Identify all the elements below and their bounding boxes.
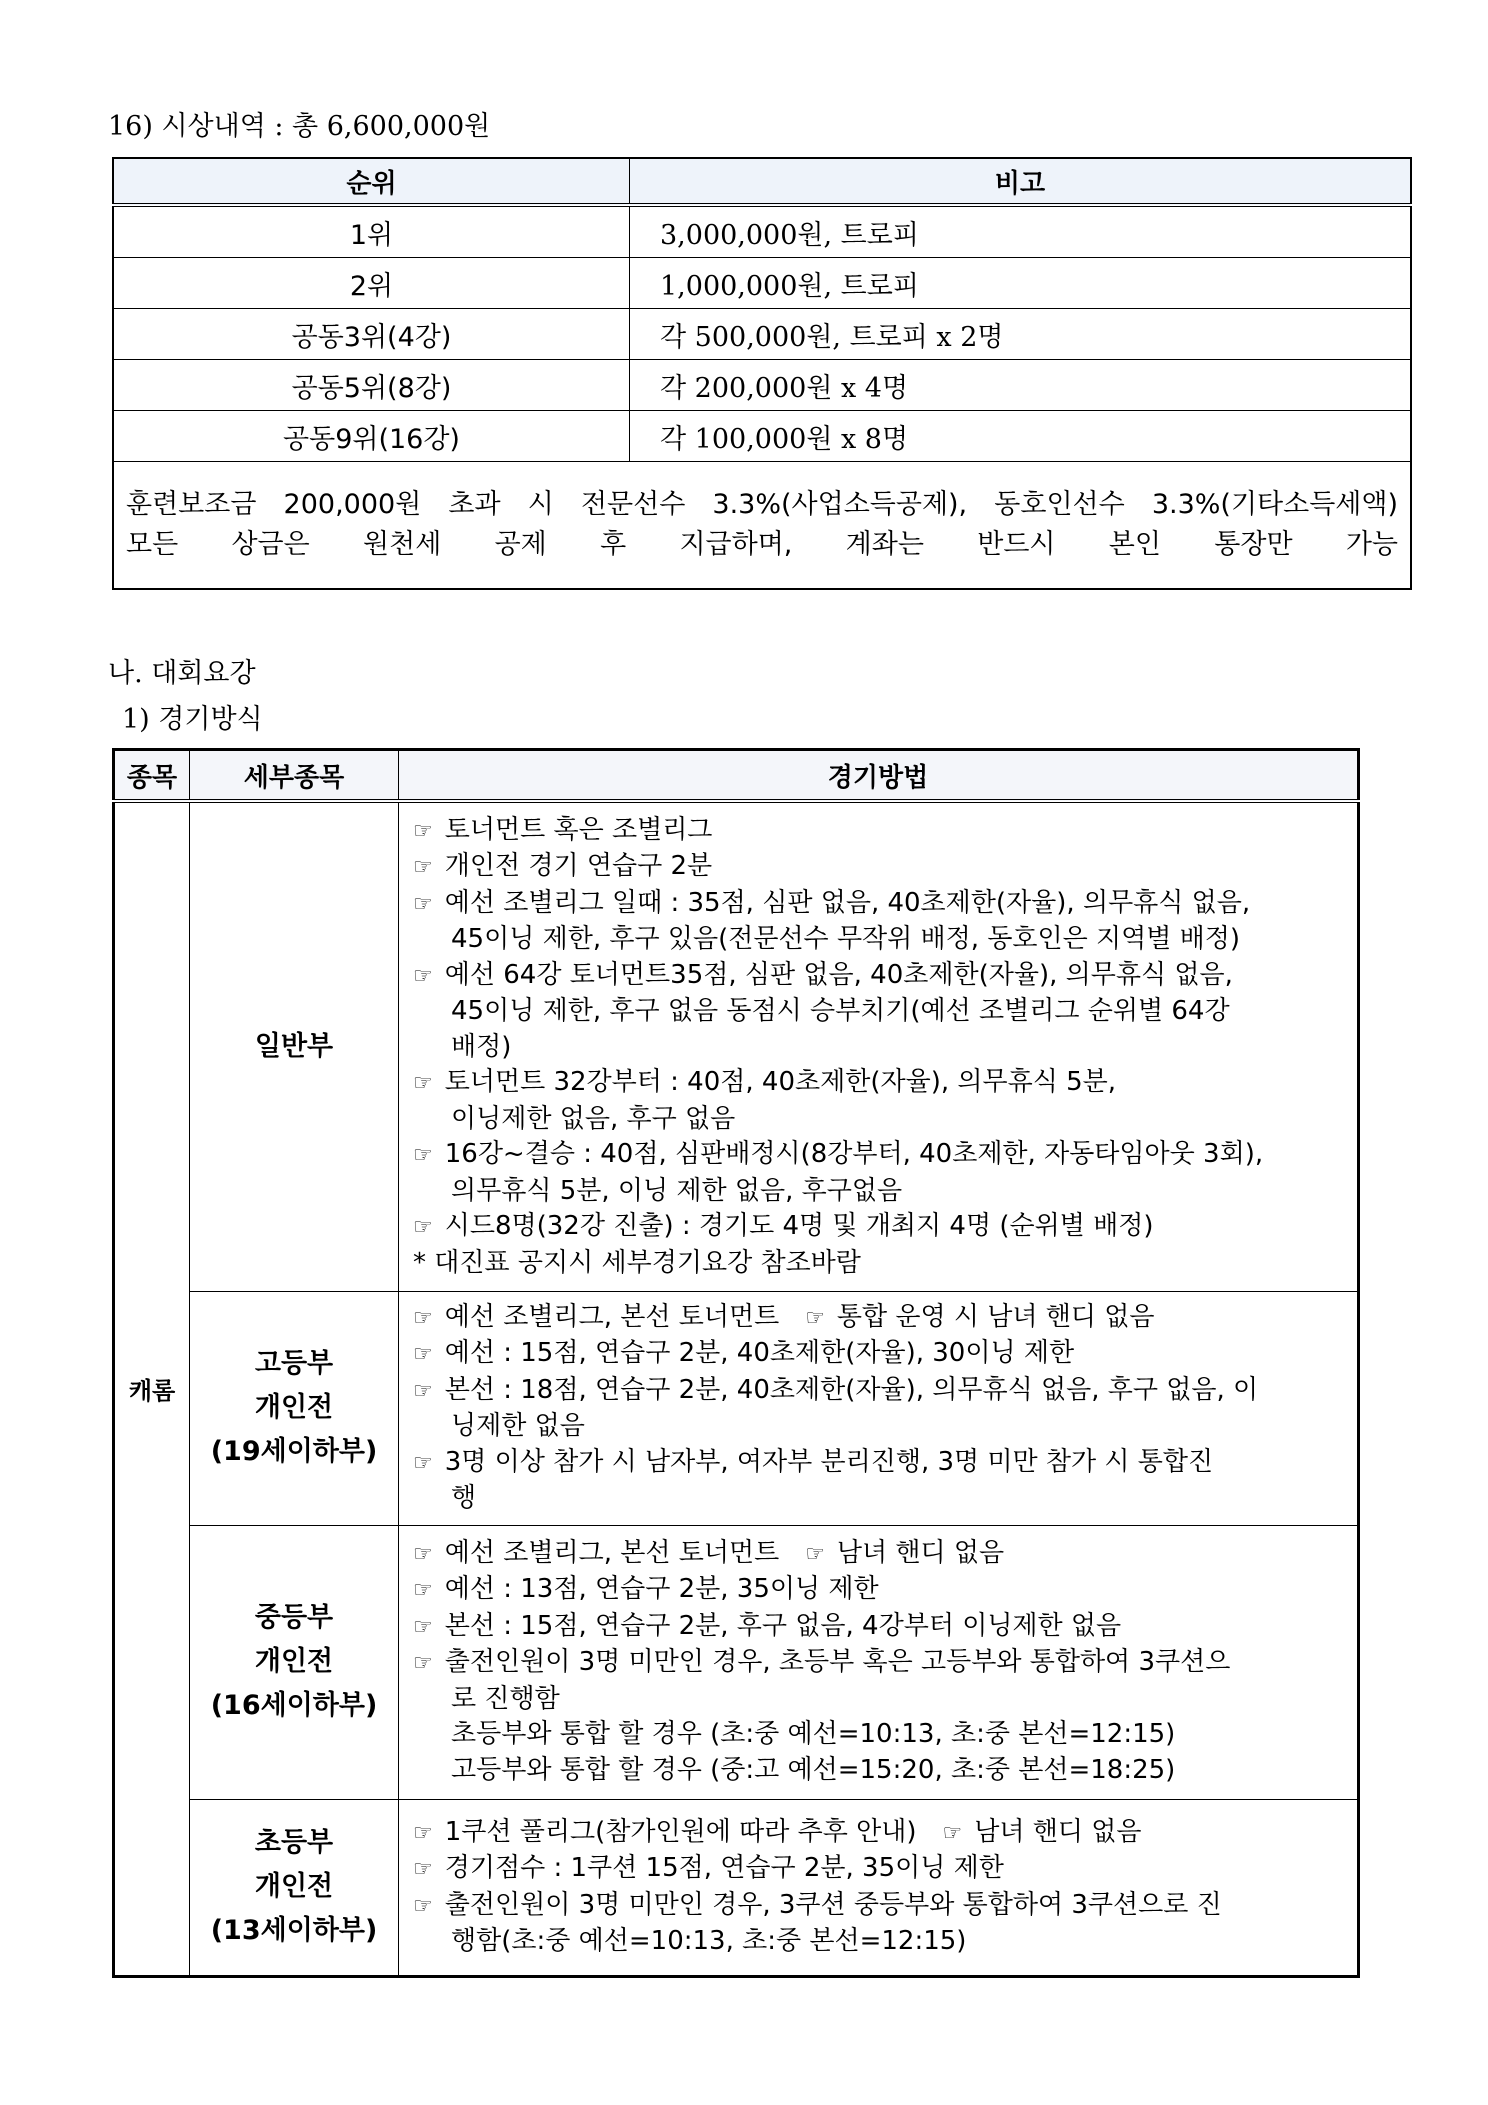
prize-remark-row: [113, 462, 1411, 590]
prize-rank: 1위: [113, 205, 630, 258]
event-cell: 캐롬: [114, 801, 190, 1976]
format-row: [114, 801, 1359, 1291]
prize-row: [113, 258, 1411, 309]
method-line: [413, 813, 1343, 850]
method-text: 초등부와 통합 할 경우 (초:중 예선=10:13, 초:중 본선=12:15): [451, 1719, 1176, 1750]
method-line: [413, 1851, 1343, 1888]
method-line: [413, 1030, 1343, 1066]
section-na-heading: 나. 대회요강: [108, 658, 256, 689]
method-line: [413, 1409, 1343, 1445]
format-row: [114, 1525, 1359, 1799]
method-line: [413, 958, 1343, 995]
method-text: 45이닝 제한, 후구 없음 동점시 승부치기(예선 조별리그 순위별 64강: [451, 996, 1230, 1026]
method-line: [413, 1336, 1343, 1373]
prize-row: [113, 411, 1411, 462]
method-text: 1쿠션 풀리그(참가인원에 따라 추후 안내): [444, 1816, 917, 1847]
pointing-hand-icon: ☞: [413, 1820, 433, 1846]
prize-table: [112, 157, 1412, 590]
pointing-hand-icon: ☞: [413, 1893, 433, 1919]
pointing-hand-icon: ☞: [413, 855, 433, 880]
method-text: 토너먼트 혹은 조별리그: [444, 814, 713, 845]
pointing-hand-icon: ☞: [413, 963, 433, 989]
sub-event-label: (13세이하부): [210, 1915, 378, 1946]
prize-rank: 공동3위(4강): [113, 309, 630, 360]
sub-event-header: 세부종목: [190, 750, 399, 802]
method-text: 이닝제한 없음, 후구 없음: [451, 1103, 736, 1134]
method-line: [413, 994, 1343, 1030]
method-text: 로 진행함: [451, 1683, 560, 1714]
method-line: [413, 922, 1343, 958]
method-line: [413, 1572, 1343, 1609]
prize-row: [113, 309, 1411, 360]
method-text: 출전인원이 3명 미만인 경우, 3쿠션 중등부와 통합하여 3쿠션으로 진: [444, 1889, 1222, 1920]
method-line: [413, 849, 1343, 886]
method-line: [413, 1753, 1343, 1789]
method-line: [413, 1373, 1343, 1410]
method-text: 본선 : 15점, 연습구 2분, 후구 없음, 4강부터 이닝제한 없음: [444, 1610, 1122, 1641]
method-extra-text: 남녀 핸디 없음: [836, 1537, 1005, 1568]
method-text: 경기점수 : 1쿠션 15점, 연습구 2분, 35이닝 제한: [444, 1853, 1004, 1883]
method-line: [413, 1717, 1343, 1753]
method-cell: [399, 1525, 1359, 1799]
method-text: 예선 조별리그, 본선 토너먼트: [444, 1537, 780, 1568]
prize-note: 각 500,000원, 트로피 x 2명: [630, 309, 1412, 360]
method-line: [413, 1481, 1343, 1517]
method-line: [413, 1682, 1343, 1718]
method-line: [413, 1815, 1343, 1852]
prize-note: 3,000,000원, 트로피: [630, 205, 1412, 258]
method-line: [413, 1536, 1343, 1573]
sub-event-label: 중등부: [254, 1602, 334, 1633]
method-text: 예선 조별리그, 본선 토너먼트: [444, 1301, 780, 1332]
method-text: 시드8명(32강 진출) : 경기도 4명 및 개최지 4명 (순위별 배정): [444, 1211, 1154, 1241]
method-text: * 대진표 공지시 세부경기요강 참조바람: [413, 1247, 861, 1278]
method-text: 닝제한 없음: [451, 1411, 585, 1441]
method-text: 고등부와 통합 할 경우 (중:고 예선=15:20, 초:중 본선=18:25): [451, 1754, 1176, 1785]
pointing-hand-icon: ☞: [413, 1143, 433, 1168]
method-cell: [399, 801, 1359, 1291]
pointing-hand-icon: ☞: [413, 1614, 433, 1640]
sub-event-cell: [190, 1799, 399, 1976]
method-line: [413, 1174, 1343, 1210]
prize-note: 1,000,000원, 트로피: [630, 258, 1412, 309]
prize-heading: 16) 시상내역 : 총 6,600,000원: [108, 111, 491, 142]
method-text: 토너먼트 32강부터 : 40점, 40초제한(자율), 의무휴식 5분,: [444, 1067, 1117, 1097]
prize-table-header: [113, 158, 1411, 205]
sub-event-label: 개인전: [254, 1392, 334, 1423]
rank-header: 순위: [113, 158, 630, 205]
prize-row: [113, 360, 1411, 411]
format-table: [112, 748, 1360, 1978]
method-line: [413, 1609, 1343, 1646]
method-text: 3명 이상 참가 시 남자부, 여자부 분리진행, 3명 미만 참가 시 통합진: [444, 1446, 1214, 1477]
pointing-hand-icon: ☞: [805, 1541, 825, 1567]
method-line: [413, 1102, 1343, 1138]
pointing-hand-icon: ☞: [942, 1820, 963, 1846]
method-text: 본선 : 18점, 연습구 2분, 40초제한(자율), 의무휴식 없음, 후구 없음, 이: [444, 1374, 1259, 1405]
sub-event-cell: [190, 1291, 399, 1525]
sub-event-cell: [190, 801, 399, 1291]
sub-event-label: (16세이하부): [210, 1690, 378, 1721]
method-text: 출전인원이 3명 미만인 경우, 초등부 혹은 고등부와 통합하여 3쿠션으: [444, 1647, 1231, 1678]
pointing-hand-icon: ☞: [805, 1305, 825, 1331]
prize-remark: [113, 462, 1411, 590]
method-cell: [399, 1799, 1359, 1976]
method-text: 예선 : 15점, 연습구 2분, 40초제한(자율), 30이닝 제한: [444, 1338, 1075, 1368]
pointing-hand-icon: ☞: [413, 1342, 433, 1367]
pointing-hand-icon: ☞: [413, 818, 433, 844]
pointing-hand-icon: ☞: [413, 1071, 433, 1096]
method-line: [413, 886, 1343, 923]
format-row: [114, 1291, 1359, 1525]
prize-rank: 2위: [113, 258, 630, 309]
sub-event-cell: [190, 1525, 399, 1799]
remark-line: 모든 상금은 원천세 공제 후 지급하며, 계좌는 반드시 본인 통장만 가능: [126, 529, 1398, 560]
method-text: 16강~결승 : 40점, 심판배정시(8강부터, 40초제한, 자동타임아웃 3회),: [444, 1139, 1264, 1169]
method-line: [413, 1246, 1343, 1282]
method-line: [413, 1645, 1343, 1682]
pointing-hand-icon: ☞: [413, 1857, 433, 1882]
prize-note: 각 200,000원 x 4명: [630, 360, 1412, 411]
sub-event-label: 일반부: [254, 1030, 334, 1062]
pointing-hand-icon: ☞: [413, 891, 433, 917]
pointing-hand-icon: ☞: [413, 1541, 433, 1567]
method-line: [413, 1137, 1343, 1174]
method-text: 45이닝 제한, 후구 있음(전문선수 무작위 배정, 동호인은 지역별 배정): [451, 924, 1241, 954]
event-header: 종목: [114, 750, 190, 802]
method-extra-text: 남녀 핸디 없음: [974, 1816, 1142, 1847]
method-line: [413, 1924, 1343, 1960]
format-subheading: 1) 경기방식: [122, 704, 263, 735]
sub-event-label: 초등부: [254, 1827, 334, 1858]
method-text: 배정): [451, 1031, 512, 1062]
method-text: 개인전 경기 연습구 2분: [444, 851, 713, 881]
method-line: [413, 1445, 1343, 1482]
pointing-hand-icon: ☞: [413, 1215, 433, 1240]
pointing-hand-icon: ☞: [413, 1578, 433, 1604]
prize-row: [113, 205, 1411, 258]
method-cell: [399, 1291, 1359, 1525]
sub-event-label: (19세이하부): [210, 1436, 378, 1467]
method-text: 예선 64강 토너먼트35점, 심판 없음, 40초제한(자율), 의무휴식 없음,: [444, 959, 1233, 990]
method-line: [413, 1065, 1343, 1102]
prize-rank: 공동5위(8강): [113, 360, 630, 411]
method-text: 의무휴식 5분, 이닝 제한 없음, 후구없음: [451, 1175, 903, 1206]
pointing-hand-icon: ☞: [413, 1305, 433, 1331]
method-text: 행: [451, 1483, 477, 1513]
method-line: [413, 1209, 1343, 1246]
prize-rank: 공동9위(16강): [113, 411, 630, 462]
method-line: [413, 1300, 1343, 1337]
sub-event-label: 개인전: [254, 1646, 334, 1677]
pointing-hand-icon: ☞: [413, 1450, 433, 1476]
sub-event-label: 개인전: [254, 1871, 334, 1902]
remark-line: 훈련보조금 200,000원 초과 시 전문선수 3.3%(사업소득공제), 동호인선수 3.3%(기타소득세액): [126, 489, 1398, 520]
prize-note: 각 100,000원 x 8명: [630, 411, 1412, 462]
note-header: 비고: [630, 158, 1412, 205]
method-header: 경기방법: [399, 750, 1359, 802]
method-extra-text: 통합 운영 시 남녀 핸디 없음: [836, 1301, 1155, 1332]
method-text: 예선 조별리그 일때 : 35점, 심판 없음, 40초제한(자율), 의무휴식 없음,: [444, 887, 1251, 918]
format-row: [114, 1799, 1359, 1976]
pointing-hand-icon: ☞: [413, 1378, 433, 1404]
sub-event-label: 고등부: [254, 1348, 334, 1379]
pointing-hand-icon: ☞: [413, 1651, 433, 1677]
method-text: 행함(초:중 예선=10:13, 초:중 본선=12:15): [451, 1926, 967, 1956]
method-line: [413, 1888, 1343, 1925]
method-text: 예선 : 13점, 연습구 2분, 35이닝 제한: [444, 1574, 879, 1605]
format-table-header: [114, 750, 1359, 802]
